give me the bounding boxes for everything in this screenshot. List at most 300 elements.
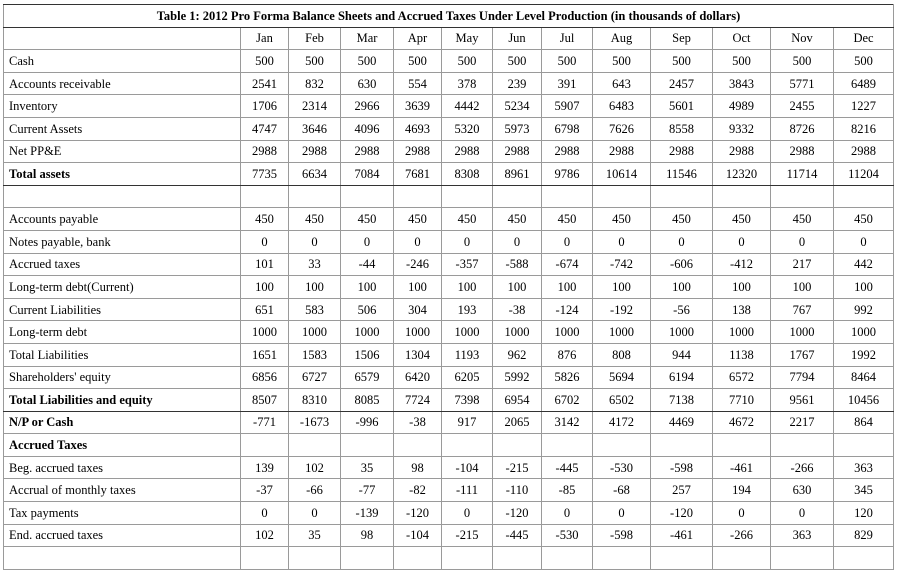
- table-cell: -111: [442, 479, 493, 502]
- table-cell: 11546: [651, 163, 713, 186]
- table-cell: 2065: [493, 411, 542, 434]
- table-cell: [713, 547, 771, 570]
- table-cell: 0: [394, 230, 442, 253]
- table-cell: 3843: [713, 72, 771, 95]
- table-cell: [394, 547, 442, 570]
- table-cell: 2988: [542, 140, 593, 163]
- table-cell: [394, 185, 442, 208]
- table-cell: 100: [771, 276, 834, 299]
- table-cell: 583: [289, 298, 341, 321]
- table-cell: [593, 185, 651, 208]
- table-row: [4, 434, 894, 457]
- table-cell: -38: [394, 411, 442, 434]
- table-cell: 0: [241, 230, 289, 253]
- table-cell: 450: [834, 208, 894, 231]
- table-cell: 500: [834, 50, 894, 73]
- table-cell: 100: [241, 276, 289, 299]
- table-cell: 6727: [289, 366, 341, 389]
- table-cell: -77: [341, 479, 394, 502]
- table-cell: 2988: [771, 140, 834, 163]
- table-cell: 7724: [394, 389, 442, 412]
- table-cell: 100: [834, 276, 894, 299]
- table-cell: 0: [442, 502, 493, 525]
- table-cell: 506: [341, 298, 394, 321]
- row-label: Total assets: [4, 163, 241, 186]
- table-cell: 7794: [771, 366, 834, 389]
- table-cell: 1138: [713, 343, 771, 366]
- table-cell: -82: [394, 479, 442, 502]
- table-cell: 2988: [593, 140, 651, 163]
- table-cell: 4693: [394, 117, 442, 140]
- table-cell: 500: [241, 50, 289, 73]
- table-cell: -120: [651, 502, 713, 525]
- table-cell: 1000: [771, 321, 834, 344]
- table-cell: 98: [341, 524, 394, 547]
- table-cell: -598: [651, 456, 713, 479]
- table-cell: 35: [341, 456, 394, 479]
- table-cell: 5973: [493, 117, 542, 140]
- table-cell: 630: [341, 72, 394, 95]
- table-cell: 6702: [542, 389, 593, 412]
- month-header: Mar: [341, 27, 394, 50]
- table-cell: -215: [442, 524, 493, 547]
- table-cell: 962: [493, 343, 542, 366]
- table-cell: 1000: [651, 321, 713, 344]
- table-cell: 363: [834, 456, 894, 479]
- table-cell: 5771: [771, 72, 834, 95]
- table-cell: 767: [771, 298, 834, 321]
- table-cell: 8464: [834, 366, 894, 389]
- table-cell: 0: [341, 230, 394, 253]
- table-cell: 4172: [593, 411, 651, 434]
- table-cell: 6502: [593, 389, 651, 412]
- table-cell: 450: [713, 208, 771, 231]
- month-header: Nov: [771, 27, 834, 50]
- table-cell: [341, 434, 394, 457]
- table-cell: 450: [771, 208, 834, 231]
- table-cell: 1000: [593, 321, 651, 344]
- table-cell: 4096: [341, 117, 394, 140]
- table-cell: 3646: [289, 117, 341, 140]
- table-cell: 500: [493, 50, 542, 73]
- table-row: [4, 321, 894, 344]
- table-cell: 2455: [771, 95, 834, 118]
- table-cell: 2988: [493, 140, 542, 163]
- table-cell: 0: [713, 502, 771, 525]
- table-cell: 5694: [593, 366, 651, 389]
- table-cell: 5234: [493, 95, 542, 118]
- table-cell: 345: [834, 479, 894, 502]
- table-cell: -588: [493, 253, 542, 276]
- table-cell: [834, 434, 894, 457]
- table-row: [4, 479, 894, 502]
- table-row: [4, 72, 894, 95]
- row-label: Accrued Taxes: [4, 434, 241, 457]
- table-cell: 0: [651, 230, 713, 253]
- table-cell: 100: [493, 276, 542, 299]
- table-cell: 7398: [442, 389, 493, 412]
- row-label: Beg. accrued taxes: [4, 456, 241, 479]
- row-label: Current Assets: [4, 117, 241, 140]
- table-cell: 643: [593, 72, 651, 95]
- table-cell: -120: [394, 502, 442, 525]
- table-cell: 0: [593, 502, 651, 525]
- table-row: [4, 50, 894, 73]
- table-cell: [771, 185, 834, 208]
- table-cell: 2988: [442, 140, 493, 163]
- row-label: Current Liabilities: [4, 298, 241, 321]
- table-cell: 450: [493, 208, 542, 231]
- table-cell: 917: [442, 411, 493, 434]
- table-cell: [289, 434, 341, 457]
- table-cell: [289, 185, 341, 208]
- table-row: [4, 456, 894, 479]
- table-cell: -192: [593, 298, 651, 321]
- table-cell: 120: [834, 502, 894, 525]
- table-cell: -461: [713, 456, 771, 479]
- table-cell: 9561: [771, 389, 834, 412]
- table-cell: 0: [542, 502, 593, 525]
- table-cell: 0: [241, 502, 289, 525]
- table-cell: 450: [442, 208, 493, 231]
- table-cell: 5992: [493, 366, 542, 389]
- table-cell: 450: [651, 208, 713, 231]
- table-row: [4, 276, 894, 299]
- table-cell: 876: [542, 343, 593, 366]
- table-row: [4, 185, 894, 208]
- table-cell: [771, 547, 834, 570]
- table-row: [4, 524, 894, 547]
- table-cell: 6420: [394, 366, 442, 389]
- table-cell: -246: [394, 253, 442, 276]
- table-cell: 2988: [241, 140, 289, 163]
- table-cell: 829: [834, 524, 894, 547]
- table-body: [4, 50, 894, 570]
- table-cell: 5601: [651, 95, 713, 118]
- table-cell: 1506: [341, 343, 394, 366]
- table-cell: -104: [394, 524, 442, 547]
- table-cell: 194: [713, 479, 771, 502]
- table-cell: [241, 185, 289, 208]
- table-cell: -357: [442, 253, 493, 276]
- table-cell: -996: [341, 411, 394, 434]
- table-cell: 100: [341, 276, 394, 299]
- row-label: [4, 547, 241, 570]
- table-cell: [542, 547, 593, 570]
- table-cell: [651, 547, 713, 570]
- month-header: Oct: [713, 27, 771, 50]
- table-cell: [593, 547, 651, 570]
- table-cell: 4442: [442, 95, 493, 118]
- table-cell: [593, 434, 651, 457]
- table-cell: -598: [593, 524, 651, 547]
- row-label: Long-term debt(Current): [4, 276, 241, 299]
- table-cell: 992: [834, 298, 894, 321]
- month-header: Aug: [593, 27, 651, 50]
- row-label: [4, 185, 241, 208]
- table-cell: 0: [834, 230, 894, 253]
- table-cell: 1000: [834, 321, 894, 344]
- table-cell: -104: [442, 456, 493, 479]
- table-cell: 450: [394, 208, 442, 231]
- table-cell: 864: [834, 411, 894, 434]
- table-cell: 1651: [241, 343, 289, 366]
- table-cell: 6798: [542, 117, 593, 140]
- table-row: [4, 366, 894, 389]
- table-cell: [241, 434, 289, 457]
- table-cell: -68: [593, 479, 651, 502]
- row-label: Accrual of monthly taxes: [4, 479, 241, 502]
- row-label: Accrued taxes: [4, 253, 241, 276]
- table-cell: [341, 185, 394, 208]
- table-cell: 138: [713, 298, 771, 321]
- table-cell: 193: [442, 298, 493, 321]
- table-cell: [341, 547, 394, 570]
- month-header: Jan: [241, 27, 289, 50]
- table-cell: [493, 547, 542, 570]
- table-cell: 500: [289, 50, 341, 73]
- table-cell: 8961: [493, 163, 542, 186]
- table-cell: 9786: [542, 163, 593, 186]
- table-cell: [289, 547, 341, 570]
- table-cell: -445: [542, 456, 593, 479]
- table-cell: [771, 434, 834, 457]
- table-cell: 500: [593, 50, 651, 73]
- table-cell: -266: [771, 456, 834, 479]
- table-cell: -461: [651, 524, 713, 547]
- table-cell: 8507: [241, 389, 289, 412]
- table-row: [4, 253, 894, 276]
- table-cell: 6489: [834, 72, 894, 95]
- table-cell: 7626: [593, 117, 651, 140]
- table-cell: 4672: [713, 411, 771, 434]
- table-row: [4, 95, 894, 118]
- row-label: End. accrued taxes: [4, 524, 241, 547]
- table-cell: 808: [593, 343, 651, 366]
- table-cell: 500: [442, 50, 493, 73]
- table-cell: 100: [651, 276, 713, 299]
- table-cell: 2988: [341, 140, 394, 163]
- row-label: Long-term debt: [4, 321, 241, 344]
- table-cell: 11204: [834, 163, 894, 186]
- table-cell: 2988: [651, 140, 713, 163]
- row-label: Total Liabilities: [4, 343, 241, 366]
- table-cell: 239: [493, 72, 542, 95]
- table-cell: 6579: [341, 366, 394, 389]
- table-cell: -674: [542, 253, 593, 276]
- table-cell: 8310: [289, 389, 341, 412]
- table-cell: 363: [771, 524, 834, 547]
- row-label: Total Liabilities and equity: [4, 389, 241, 412]
- table-cell: -530: [542, 524, 593, 547]
- table-row: [4, 163, 894, 186]
- table-cell: 1000: [442, 321, 493, 344]
- table-cell: 1992: [834, 343, 894, 366]
- month-header: Jul: [542, 27, 593, 50]
- table-cell: 7710: [713, 389, 771, 412]
- table-cell: 6954: [493, 389, 542, 412]
- table-cell: 1227: [834, 95, 894, 118]
- table-cell: 7735: [241, 163, 289, 186]
- table-cell: 10614: [593, 163, 651, 186]
- table-cell: 6205: [442, 366, 493, 389]
- table-cell: 442: [834, 253, 894, 276]
- table-cell: 0: [593, 230, 651, 253]
- table-cell: 0: [442, 230, 493, 253]
- table-cell: 4989: [713, 95, 771, 118]
- table-cell: -139: [341, 502, 394, 525]
- table-cell: 8308: [442, 163, 493, 186]
- table-cell: 100: [593, 276, 651, 299]
- table-cell: 8726: [771, 117, 834, 140]
- table-cell: 1000: [289, 321, 341, 344]
- table-cell: -124: [542, 298, 593, 321]
- table-row: [4, 298, 894, 321]
- table-cell: 1767: [771, 343, 834, 366]
- table-cell: 0: [289, 502, 341, 525]
- table-cell: -445: [493, 524, 542, 547]
- table-cell: -120: [493, 502, 542, 525]
- table-cell: [442, 547, 493, 570]
- table-cell: 6634: [289, 163, 341, 186]
- table-cell: [542, 434, 593, 457]
- table-cell: -38: [493, 298, 542, 321]
- table-cell: 450: [341, 208, 394, 231]
- table-cell: 8216: [834, 117, 894, 140]
- table-cell: [834, 547, 894, 570]
- month-header: Apr: [394, 27, 442, 50]
- table-cell: 450: [289, 208, 341, 231]
- table-cell: [241, 547, 289, 570]
- table-cell: 8558: [651, 117, 713, 140]
- table-cell: 944: [651, 343, 713, 366]
- table-cell: -44: [341, 253, 394, 276]
- table-cell: 1706: [241, 95, 289, 118]
- table-cell: 98: [394, 456, 442, 479]
- table-cell: [651, 434, 713, 457]
- row-label: Shareholders' equity: [4, 366, 241, 389]
- table-cell: 2314: [289, 95, 341, 118]
- table-cell: 0: [771, 230, 834, 253]
- table-row: [4, 117, 894, 140]
- table-cell: 378: [442, 72, 493, 95]
- table-cell: 35: [289, 524, 341, 547]
- table-cell: 391: [542, 72, 593, 95]
- month-header: Jun: [493, 27, 542, 50]
- table-cell: -266: [713, 524, 771, 547]
- table-row: [4, 343, 894, 366]
- table-cell: 6856: [241, 366, 289, 389]
- table-cell: 450: [542, 208, 593, 231]
- table-cell: 0: [493, 230, 542, 253]
- table-cell: 7084: [341, 163, 394, 186]
- table-cell: -56: [651, 298, 713, 321]
- table-cell: 2457: [651, 72, 713, 95]
- table-cell: [493, 185, 542, 208]
- table-cell: 100: [289, 276, 341, 299]
- table-title: Table 1: 2012 Pro Forma Balance Sheets and Accrued Taxes Under Level Production (in thousands of dollars): [4, 5, 894, 28]
- table-cell: -412: [713, 253, 771, 276]
- table-cell: [834, 185, 894, 208]
- table-cell: 4469: [651, 411, 713, 434]
- table-cell: 450: [241, 208, 289, 231]
- table-cell: 102: [241, 524, 289, 547]
- table-cell: 7681: [394, 163, 442, 186]
- table-row: [4, 208, 894, 231]
- row-label: Net PP&E: [4, 140, 241, 163]
- table-cell: 0: [771, 502, 834, 525]
- table-cell: -606: [651, 253, 713, 276]
- table-cell: 2988: [289, 140, 341, 163]
- table-cell: 1000: [341, 321, 394, 344]
- table-cell: [442, 185, 493, 208]
- table-cell: 1304: [394, 343, 442, 366]
- table-cell: [651, 185, 713, 208]
- table-cell: -37: [241, 479, 289, 502]
- table-cell: 0: [713, 230, 771, 253]
- table-cell: 500: [651, 50, 713, 73]
- table-cell: -530: [593, 456, 651, 479]
- table-cell: 2988: [394, 140, 442, 163]
- table-cell: -215: [493, 456, 542, 479]
- table-cell: 500: [542, 50, 593, 73]
- table-cell: 4747: [241, 117, 289, 140]
- table-cell: -742: [593, 253, 651, 276]
- table-cell: 304: [394, 298, 442, 321]
- table-cell: [394, 434, 442, 457]
- table-cell: 0: [289, 230, 341, 253]
- table-cell: 33: [289, 253, 341, 276]
- table-cell: 2966: [341, 95, 394, 118]
- month-header: May: [442, 27, 493, 50]
- table-cell: 630: [771, 479, 834, 502]
- balance-sheet-table: [3, 4, 894, 570]
- table-cell: 1193: [442, 343, 493, 366]
- table-cell: 554: [394, 72, 442, 95]
- table-cell: 100: [442, 276, 493, 299]
- table-cell: 100: [542, 276, 593, 299]
- table-cell: 1000: [493, 321, 542, 344]
- table-cell: 102: [289, 456, 341, 479]
- row-label: N/P or Cash: [4, 411, 241, 434]
- table-cell: -1673: [289, 411, 341, 434]
- table-cell: [542, 185, 593, 208]
- table-cell: 1000: [241, 321, 289, 344]
- table-cell: 6483: [593, 95, 651, 118]
- table-cell: 1583: [289, 343, 341, 366]
- month-header: Dec: [834, 27, 894, 50]
- table-cell: 5907: [542, 95, 593, 118]
- table-cell: [713, 434, 771, 457]
- table-cell: 500: [341, 50, 394, 73]
- table-cell: 500: [771, 50, 834, 73]
- table-cell: 5826: [542, 366, 593, 389]
- table-cell: 12320: [713, 163, 771, 186]
- table-cell: [493, 434, 542, 457]
- month-header-corner: [4, 27, 241, 50]
- table-cell: 10456: [834, 389, 894, 412]
- table-cell: [442, 434, 493, 457]
- table-cell: 6572: [713, 366, 771, 389]
- table-cell: 1000: [542, 321, 593, 344]
- row-label: Accounts payable: [4, 208, 241, 231]
- table-cell: 450: [593, 208, 651, 231]
- table-cell: 2217: [771, 411, 834, 434]
- table-cell: 6194: [651, 366, 713, 389]
- table-cell: 5320: [442, 117, 493, 140]
- table-row: [4, 502, 894, 525]
- row-label: Inventory: [4, 95, 241, 118]
